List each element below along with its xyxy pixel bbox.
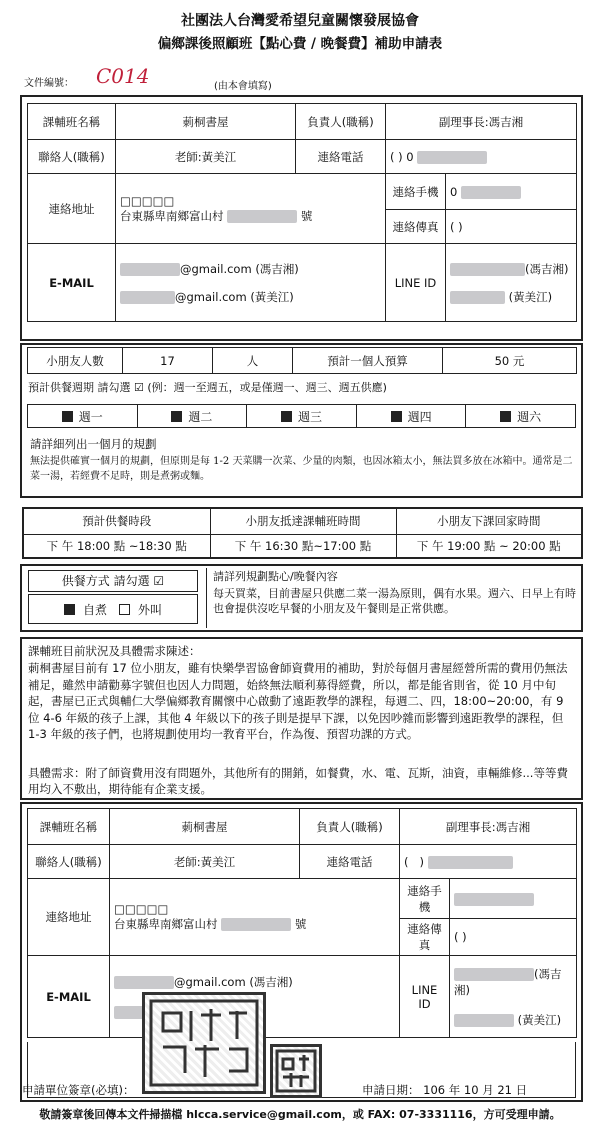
mobile-label: 連絡手機 [386, 174, 446, 210]
kids-label: 小朋友人數 [28, 348, 123, 374]
line1-redacted [450, 263, 525, 276]
postcode-boxes: □□□□□ [120, 193, 175, 208]
fax-label: 連絡傳真 [386, 210, 446, 244]
email-label: E-MAIL [28, 244, 116, 322]
doc-no-note: (由本會填寫) [214, 81, 272, 92]
fax-value: ( ) [446, 210, 577, 244]
meal-time-value: 下 午 18:00 點 ~18:30 點 [23, 534, 210, 558]
leave-time-value: 下 午 19:00 點 ~ 20:00 點 [396, 534, 582, 558]
class-name-value-2: 莿桐書屋 [110, 809, 300, 845]
budget-table [27, 347, 577, 374]
phone-value-2: ( ) [400, 845, 577, 879]
line2-redacted [450, 291, 505, 304]
week-sat[interactable]: 週六 [466, 404, 576, 428]
class-name-label: 課輔班名稱 [28, 104, 116, 140]
option-self-cook-label: 自煮 [82, 602, 107, 617]
leader-label-2: 負責人(職稱) [300, 809, 400, 845]
week-prompt: 預計供餐週期 請勾選 ☑ (例：週一至週五，或是僅週一、週三、週五供應) [28, 381, 387, 394]
kids-unit: 人 [213, 348, 293, 374]
leader-label: 負責人(職稱) [296, 104, 386, 140]
address-redacted [227, 210, 297, 223]
leave-time-header: 小朋友下課回家時間 [396, 508, 582, 534]
status-need: 具體需求：附了師資費用沒有問題外，其他所有的開銷，如餐費，水、電、瓦斯，油資，車輛維修...等等費用均入不敷出，期待能有企業支援。 [28, 766, 568, 796]
menu-text: 每天買菜，目前書屋只供應二菜一湯為原則，偶有水果。週六、日早上有時也會提供沒吃早餐的小朋友及午餐則是正常供應。 [213, 587, 576, 615]
personal-seal [270, 1044, 322, 1098]
week-mon[interactable]: 週一 [27, 404, 138, 428]
week-row [27, 404, 576, 428]
class-name-label-2: 課輔班名稱 [28, 809, 110, 845]
arrive-time-header: 小朋友抵達課輔班時間 [210, 508, 396, 534]
status-heading: 課輔班目前狀況及具體需求陳述： [28, 644, 201, 658]
doc-no-value: C014 [96, 64, 150, 88]
footer-note: 敬請簽章後回傳本文件掃描檔 hlcca.service@gmail.com，或 FAX: 07-3331116，方可受理申請。 [39, 1108, 561, 1121]
phone-value: ( ) 0 [386, 140, 577, 174]
address-value-2: □□□□□ 台東縣卑南鄉富山村 號 [110, 879, 400, 956]
doc-no-label: 文件編號： [24, 78, 74, 89]
arrive-time-value: 下 午 16:30 點~17:00 點 [210, 534, 396, 558]
email1-redacted [120, 263, 180, 276]
line-value: (馮吉湘) (黃美江) [446, 244, 577, 322]
fax-value-2: ( ) [450, 919, 577, 956]
times-table [22, 507, 583, 559]
sign-label: 申請單位簽章(必填)： [22, 1083, 135, 1097]
menu-prompt: 請詳列規劃點心/晚餐內容 [213, 570, 338, 583]
meal-method-label: 供餐方式 請勾選 ☑ [28, 570, 198, 592]
meal-options [28, 594, 198, 624]
date-value: 106 年 10 月 21 日 [423, 1083, 528, 1097]
organization-seal [142, 992, 266, 1094]
status-body: 莿桐書屋目前有 17 位小朋友，雖有快樂學習協會師資費用的補助，對於每個月書屋經營所需的費用仍無法補足，雖然申請勸募字號但也因人力問題，始終無法順利募得經費，所以，都是能省則省，從 10 月中旬起，書屋已正式與輔仁大學偏鄉教育關懷中心啟動了遠距教學的課程，每週二、四，18:00~20:00，有 9 位 4-6 年級的孩子上課，其他 4 年級以下的孩子則是提早下課，以免因吵雜而影響到遠距教學的課程，但 1-3 年級的孩子們，也將規劃使用均一教育平台，作為復、預習功課的方式。 [28, 661, 568, 741]
email-value-2: @gmail.com (馮吉湘) [110, 956, 400, 1038]
plan-prompt: 請詳細列出一個月的規劃 [30, 437, 157, 451]
address-label: 連絡地址 [28, 174, 116, 244]
email1-domain: @gmail.com [180, 261, 252, 276]
mobile-label-2: 連絡手機 [400, 879, 450, 919]
option-takeout-label: 外叫 [138, 602, 163, 617]
kids-value: 17 [123, 348, 213, 374]
form-title: 偏鄉課後照顧班【點心費 / 晚餐費】補助申請表 [157, 36, 443, 52]
week-thu[interactable]: 週四 [357, 404, 467, 428]
email-label-2: E-MAIL [28, 956, 110, 1038]
mobile-value: 0 [446, 174, 577, 210]
doc-number-row [24, 64, 584, 94]
email2-domain: @gmail.com [175, 289, 247, 304]
phone-label-2: 連絡電話 [300, 845, 400, 879]
contact-label-2: 聯絡人(職稱) [28, 845, 110, 879]
phone-label: 連絡電話 [296, 140, 386, 174]
plan-text: 無法提供確實一個月的規劃，但原則是每 1-2 天菜購一次菜、少量的肉類，也因冰箱太小，無法買多放在冰箱中。通常是二菜一湯，若經費不足時，則是煮粥或麵。 [30, 456, 573, 482]
line-value-2: (馮吉湘) (黃美江) [450, 956, 577, 1038]
info-table-repeat [27, 808, 577, 1038]
class-name-value: 莿桐書屋 [116, 104, 296, 140]
line-label: LINE ID [386, 244, 446, 322]
option-self-cook-checkbox[interactable] [64, 604, 75, 615]
leader-value: 副理事長:馮吉湘 [386, 104, 577, 140]
contact-value: 老師:黃美江 [116, 140, 296, 174]
per-budget-label: 預計一個人預算 [293, 348, 443, 374]
menu-box [206, 568, 578, 628]
date-label: 申請日期： [362, 1083, 420, 1097]
meal-time-header: 預計供餐時段 [23, 508, 210, 534]
phone-redacted [417, 151, 487, 164]
org-title: 社團法人台灣愛希望兒童關懷發展協會 [181, 13, 419, 29]
address-label-2: 連絡地址 [28, 879, 110, 956]
per-budget-value: 50 元 [443, 348, 577, 374]
email2-redacted [120, 291, 175, 304]
contact-label: 聯絡人(職稱) [28, 140, 116, 174]
mobile-value-2 [450, 879, 577, 919]
week-tue[interactable]: 週二 [138, 404, 248, 428]
week-wed[interactable]: 週三 [247, 404, 357, 428]
address-value: □□□□□ 台東縣卑南鄉富山村 號 [116, 174, 386, 244]
email-value: @gmail.com (馮吉湘) @gmail.com (黃美江) [116, 244, 386, 322]
fax-label-2: 連絡傳真 [400, 919, 450, 956]
info-table [27, 103, 577, 322]
apply-date [362, 1082, 527, 1098]
contact-value-2: 老師:黃美江 [110, 845, 300, 879]
option-takeout-checkbox[interactable] [119, 604, 130, 615]
mobile-redacted [461, 186, 521, 199]
leader-value-2: 副理事長:馮吉湘 [400, 809, 577, 845]
line-label-2: LINE ID [400, 956, 450, 1038]
